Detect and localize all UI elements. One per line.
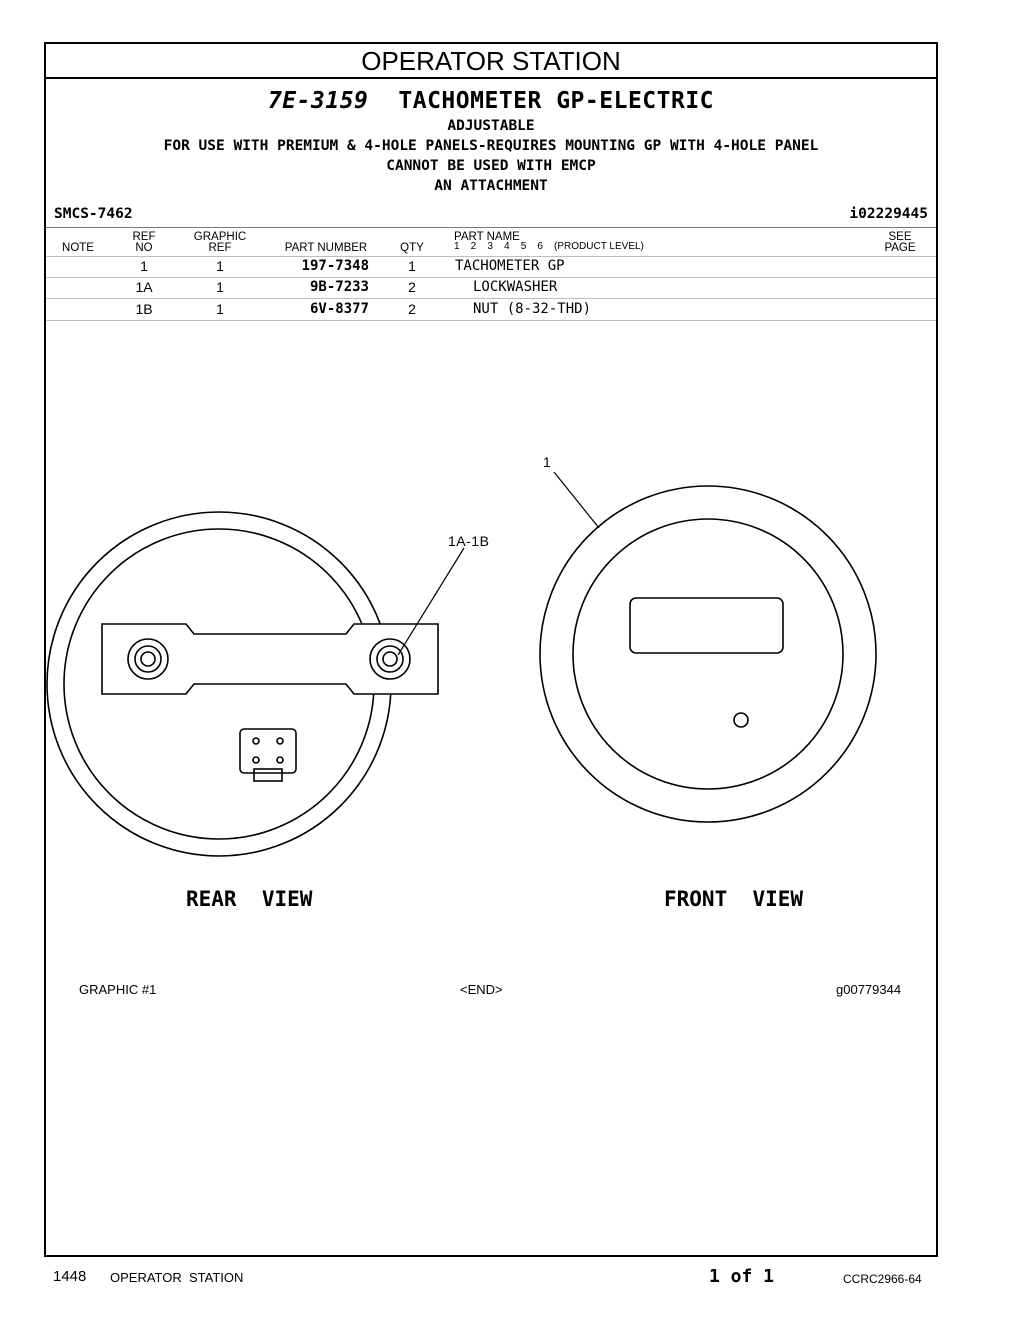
header-see-bottom: PAGE [884, 242, 916, 254]
subtitle-line: FOR USE WITH PREMIUM & 4-HOLE PANELS-REQUIRES MOUNTING GP WITH 4-HOLE PANEL [163, 138, 819, 154]
subtitle-line: CANNOT BE USED WITH EMCP [386, 158, 596, 174]
cell-part-name: LOCKWASHER [473, 279, 558, 295]
cell-qty: 1 [408, 258, 416, 274]
cell-part-name: NUT (8-32-THD) [473, 301, 592, 317]
section-header: OPERATOR STATION [46, 44, 936, 79]
group-title [46, 88, 936, 114]
footer-doc-code: CCRC2966-64 [843, 1272, 922, 1286]
cell-ref: 1B [135, 301, 153, 317]
cell-qty: 2 [408, 279, 416, 295]
cell-graphic: 1 [216, 301, 224, 317]
header-graphic-top: GRAPHIC [193, 231, 247, 243]
cell-part-number: 9B-7233 [309, 279, 369, 295]
rear-view-label: REAR VIEW [186, 887, 313, 911]
footer-page-number: 1448 [53, 1268, 87, 1285]
cell-ref: 1A [135, 279, 153, 295]
header-part-name: PART NAME [454, 231, 520, 243]
header-product-levels: 1 2 3 4 5 6 (PRODUCT LEVEL) [454, 241, 644, 252]
subtitle-line: AN ATTACHMENT [434, 178, 548, 194]
rear-view-gauge [47, 512, 438, 856]
callout-front: 1 [543, 454, 551, 470]
header-graphic-bottom: REF [208, 242, 232, 254]
smcs-code: SMCS-7462 [54, 206, 133, 222]
header-qty: QTY [400, 242, 424, 254]
cell-graphic: 1 [216, 258, 224, 274]
front-view-label: FRONT VIEW [664, 887, 804, 911]
cell-part-name: TACHOMETER GP [455, 258, 565, 274]
cell-qty: 2 [408, 301, 416, 317]
front-view-gauge [540, 486, 876, 822]
header-see-top: SEE [888, 231, 912, 243]
header-part-number: PART NUMBER [284, 242, 368, 254]
graphic-id: g00779344 [836, 982, 902, 997]
header-ref-top: REF [132, 231, 156, 243]
cell-part-number: 6V-8377 [309, 301, 369, 317]
footer-page-of: 1 of 1 [709, 1266, 775, 1287]
cell-graphic: 1 [216, 279, 224, 295]
cell-part-number: 197-7348 [301, 258, 369, 274]
illustration-id: i02229445 [849, 206, 928, 222]
footer-section: OPERATOR STATION [110, 1270, 244, 1285]
table-top-rule [46, 227, 936, 228]
table-header-rule [46, 256, 936, 257]
page-frame [44, 42, 938, 1257]
row-rule [46, 277, 936, 278]
header-note: NOTE [62, 242, 94, 254]
subtitle-line: ADJUSTABLE [447, 118, 535, 134]
row-rule [46, 298, 936, 299]
group-name: TACHOMETER GP-ELECTRIC [398, 88, 715, 114]
callout-rear: 1A-1B [448, 533, 490, 549]
cell-ref: 1 [140, 258, 148, 274]
row-rule [46, 320, 936, 321]
header-ref-bottom: NO [135, 242, 153, 254]
end-marker: <END> [460, 982, 503, 997]
group-number: 7E-3159 [267, 88, 369, 114]
tachometer-illustration [46, 444, 936, 1004]
graphic-number: GRAPHIC #1 [79, 982, 157, 997]
